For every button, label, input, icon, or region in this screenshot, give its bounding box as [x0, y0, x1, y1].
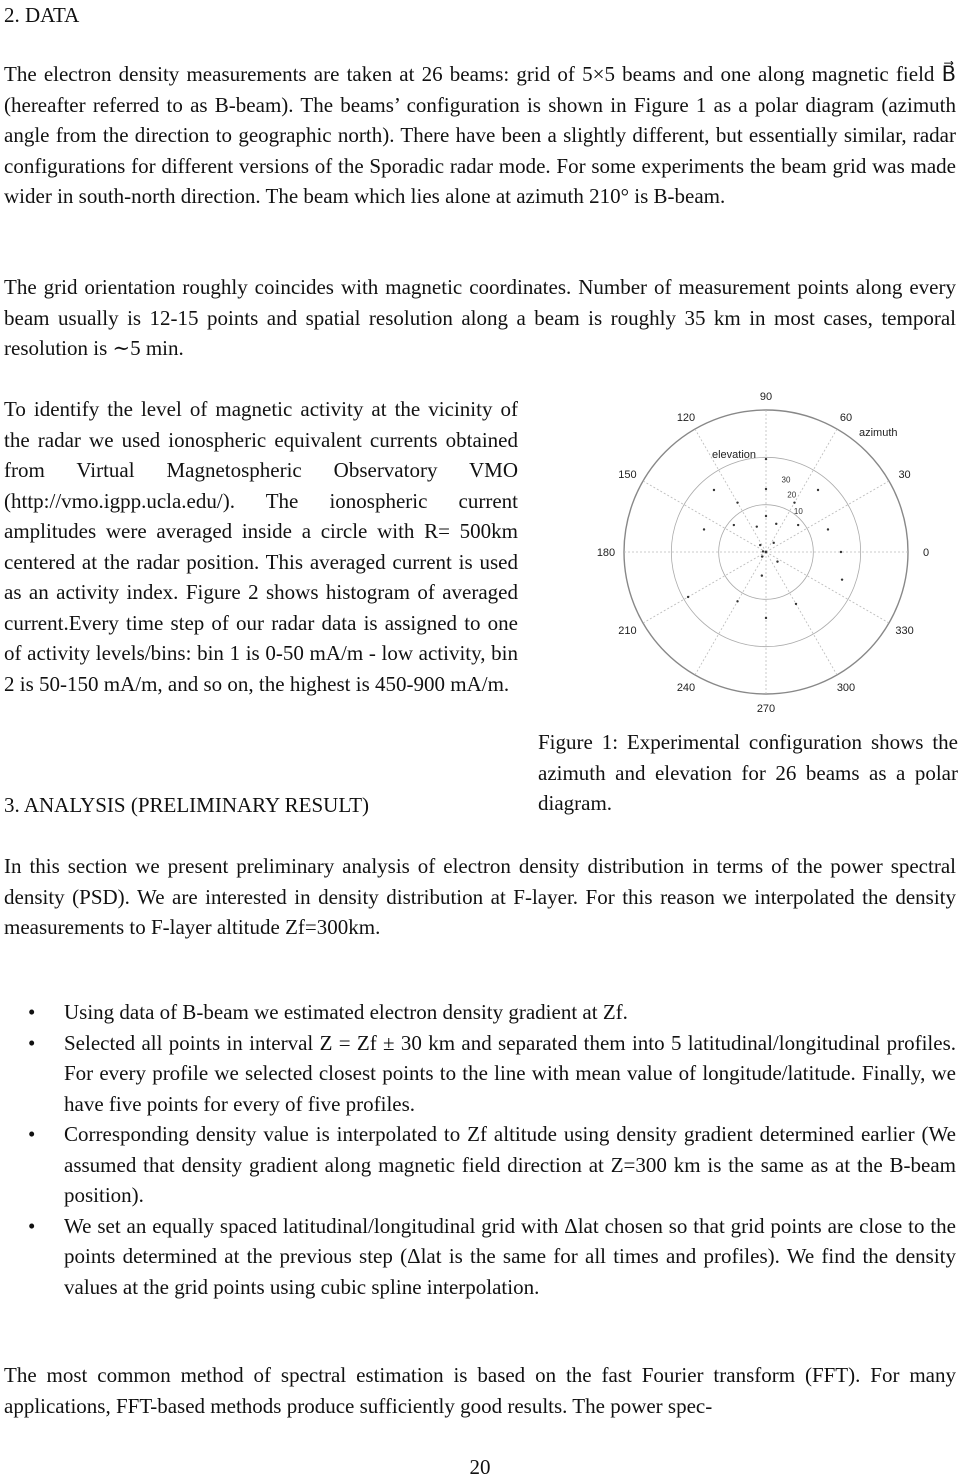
polar-spoke	[766, 429, 837, 552]
section-3-heading: 3. ANALYSIS (PRELIMINARY RESULT)	[4, 793, 370, 817]
beam-marker	[795, 603, 797, 605]
bullet-dot-icon: •	[28, 1000, 36, 1024]
azimuth-label: azimuth	[859, 427, 898, 439]
section-3-paragraph-1: In this section we present preliminary analysis of electron density distribution in terms of the power spectral density (PSD). We are interested in density distribution at F-layer. For this reason we interpolated the density measurements to F-layer altitude Zf=300km.	[4, 854, 956, 939]
polar-angle-label: 90	[759, 391, 773, 403]
beam-marker	[793, 501, 795, 503]
elevation-label: elevation	[712, 449, 757, 461]
beam-marker	[840, 551, 842, 553]
polar-diagram-svg	[540, 384, 958, 724]
section-3-paragraph-2: The most common method of spectral estimation is based on the fast Fourier transform (FFT). For many applications, FFT-based methods produce sufficiently good results. The power spec-	[4, 1363, 956, 1418]
beam-marker	[762, 550, 764, 552]
bullet-dot-icon: •	[28, 1030, 36, 1055]
beam-marker	[765, 488, 767, 490]
beam-marker	[775, 523, 777, 525]
polar-spoke	[695, 429, 766, 552]
beam-marker	[733, 524, 735, 526]
beam-marker	[776, 560, 778, 562]
polar-spoke	[643, 552, 766, 623]
bullet-item: • We set an equally spaced latitudinal/longitudinal grid with Δlat chosen so that grid points are close to the points determined at the previous step (Δlat is the same for all times and profiles). We find the density values at the grid points using cubic spline interpolation.	[4, 1211, 956, 1303]
polar-angle-label: 330	[895, 625, 914, 637]
figure-1-caption: Figure 1: Experimental configuration shows the azimuth and elevation for 26 beams as a polar diagram.	[538, 730, 958, 815]
beam-marker	[736, 501, 738, 503]
figure-1-polar-diagram	[540, 384, 958, 724]
beam-marker	[713, 489, 715, 491]
beam-marker	[827, 528, 829, 530]
beam-marker	[817, 489, 819, 491]
polar-angle-label: 150	[618, 469, 637, 481]
polar-angle-label: 0	[922, 547, 930, 559]
polar-angle-label: 30	[898, 469, 911, 481]
beam-marker	[761, 555, 763, 557]
beam-marker	[761, 574, 763, 576]
section-2-paragraph-3: To identify the level of magnetic activity at the vicinity of the radar we used ionospheric equivalent currents obtained from Virtual Magnetospheric Observatory VMO (http://vmo.igpp.ucla.edu/). The ionospheric current amplitudes were averaged inside a circle with R= 500km centered at the radar position. This averaged current is used as an activity index. Figure 2 shows histogram of averaged current.Every time step of our radar data is assigned to one of activity levels/bins: bin 1 is 0-50 mA/m - low activity, bin 2 is 50-150 mA/m, and so on, the highest is 450-900 mA/m.	[4, 397, 518, 696]
beam-marker	[765, 458, 767, 460]
elevation-tick-label: 20	[787, 490, 797, 500]
beam-marker	[765, 617, 767, 619]
method-bullet-list	[4, 997, 956, 1302]
bullet-dot-icon: •	[28, 1122, 36, 1146]
elevation-tick-label: 10	[793, 507, 803, 517]
beam-marker	[736, 600, 738, 602]
beam-marker	[797, 524, 799, 526]
beam-marker	[765, 551, 767, 553]
polar-angle-label: 240	[676, 682, 696, 695]
polar-angle-label: 180	[596, 547, 616, 559]
beam-marker	[759, 544, 761, 546]
section-2-heading: 2. DATA	[4, 3, 80, 27]
elevation-tick-label: 30	[781, 475, 791, 485]
polar-spoke	[766, 552, 889, 623]
beam-marker	[756, 525, 758, 527]
polar-spoke	[695, 552, 766, 675]
polar-spoke	[766, 552, 837, 675]
bullet-item: • Selected all points in interval Z = Zf ± 30 km and separated them into 5 latitudinal/longitudinal profiles. For every profile we selected closest points to the line with mean value of longitude/latitude. Finally, we have five points for every of five profiles.	[4, 1028, 956, 1120]
polar-spoke	[643, 481, 766, 552]
polar-angle-label: 120	[676, 411, 696, 424]
page-number: 20	[469, 1455, 491, 1479]
polar-angle-label: 300	[836, 682, 856, 695]
beam-marker	[703, 528, 705, 530]
polar-spoke	[766, 481, 889, 552]
polar-angle-label: 60	[839, 411, 853, 424]
polar-angle-label: 270	[756, 703, 776, 715]
bullet-dot-icon: •	[28, 1213, 36, 1238]
bullet-item: • Using data of B-beam we estimated electron density gradient at Zf.	[4, 997, 956, 1028]
polar-angle-label: 210	[618, 625, 637, 637]
beam-marker	[773, 542, 775, 544]
beam-marker	[841, 578, 843, 580]
beam-marker	[687, 596, 689, 598]
section-2-paragraph-2: The grid orientation roughly coincides with magnetic coordinates. Number of measurement points along every beam usually is 12-15 points and spatial resolution along a beam is roughly 35 km in most cases, temporal resolution is ∼5 min.	[4, 275, 956, 360]
section-2-paragraph-1: The electron density measurements are taken at 26 beams: grid of 5×5 beams and one along magnetic field B⃗ (hereafter referred to as B-beam). The beams’ configuration is shown in Figure 1 as a polar diagram (azimuth angle from the direction to geographic north). There have been a slightly different, but essentially similar, radar configurations for different versions of the Sporadic radar mode. For some experiments the beam grid was made wider in south-north direction. The beam which lies alone at azimuth 210° is B-beam.	[4, 62, 956, 208]
bullet-item: • Corresponding density value is interpolated to Zf altitude using density gradient determined earlier (We assumed that density gradient along magnetic field direction at Z=300 km is the same as at the B-beam position).	[4, 1119, 956, 1211]
beam-marker	[765, 515, 767, 517]
